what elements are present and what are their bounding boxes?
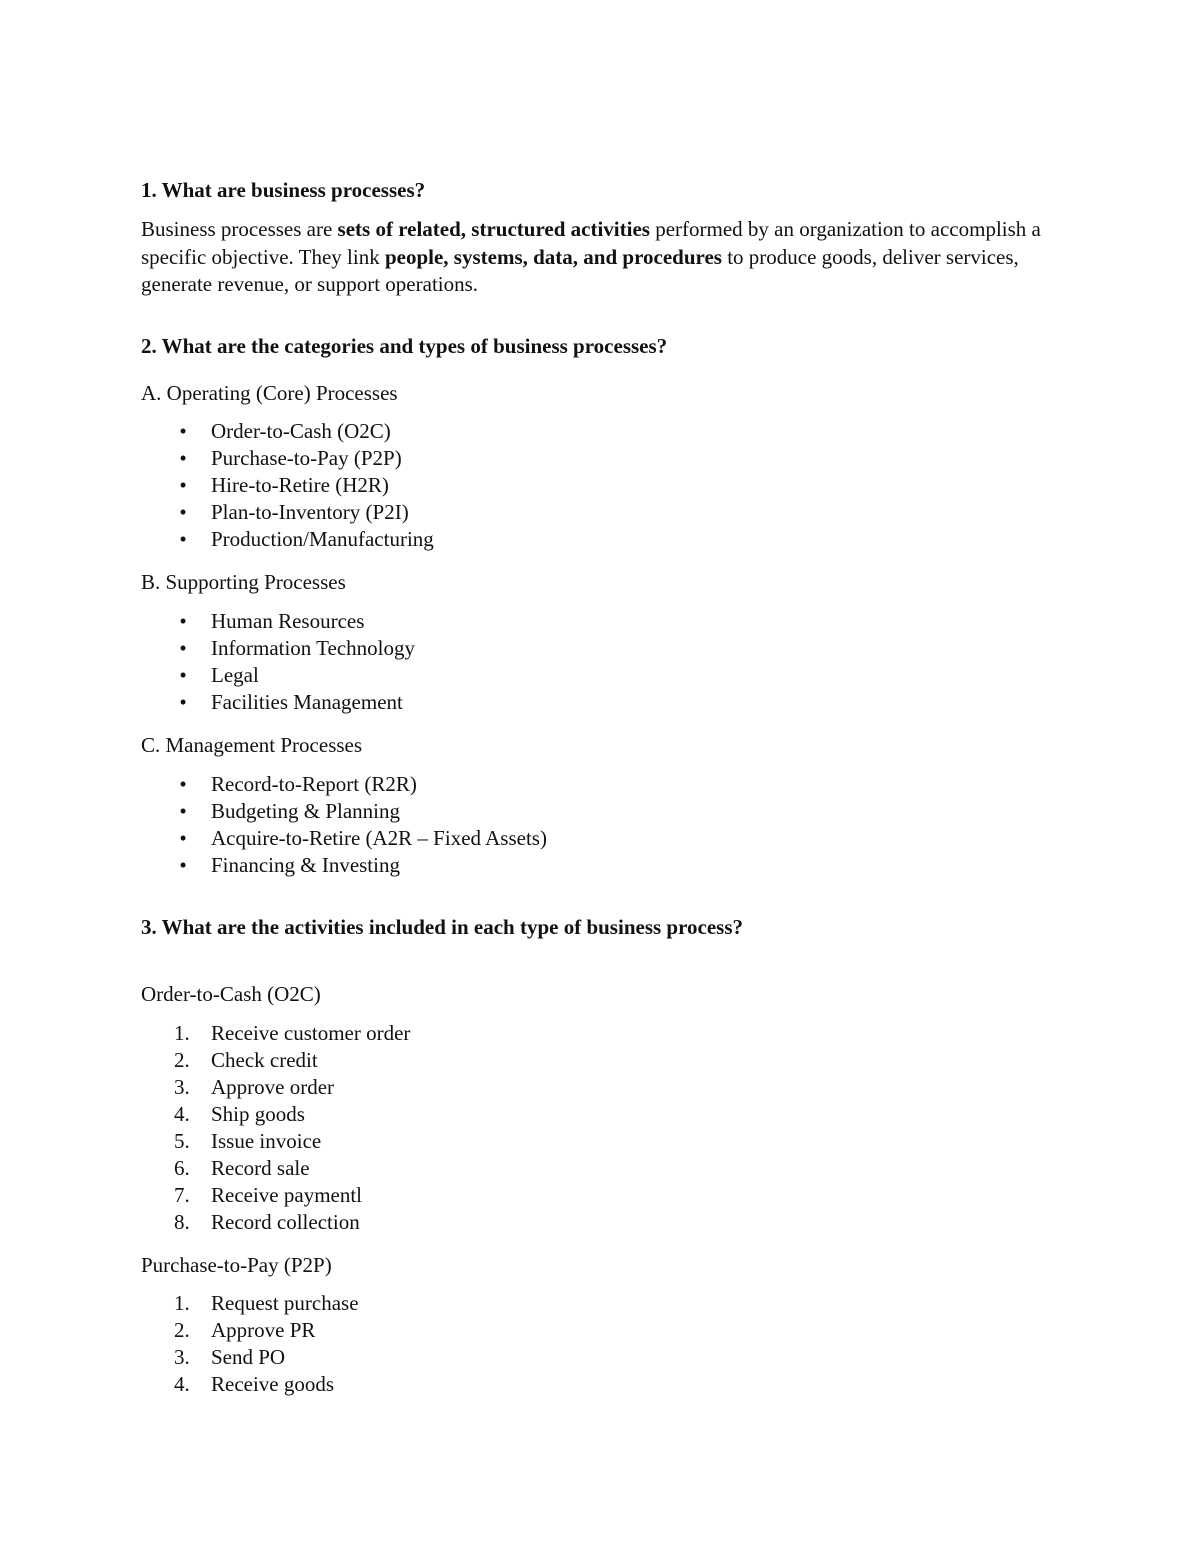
question-3-heading: 3. What are the activities included in each type of business process? (141, 915, 744, 939)
answer-text: performed by an organization to accomplish a specific objective. They link (141, 217, 1041, 269)
bullet-list-operating (141, 418, 434, 553)
list-item (141, 662, 415, 689)
list-number: 5. (174, 1129, 190, 1153)
list-item (141, 1074, 410, 1101)
list-item-text: Record-to-Report (R2R) (211, 772, 417, 796)
list-item-text: Acquire-to-Retire (A2R – Fixed Assets) (211, 826, 547, 850)
list-item (141, 445, 434, 472)
list-item-text: Order-to-Cash (O2C) (211, 419, 391, 443)
list-number: 4. (174, 1372, 190, 1396)
category-title-management: C. Management Processes (141, 733, 363, 757)
bullet-icon: • (179, 446, 187, 470)
bullet-icon: • (179, 799, 187, 823)
question-1-heading: 1. What are business processes? (141, 178, 426, 202)
bullet-icon: • (179, 500, 187, 524)
list-item-text: Check credit (211, 1048, 318, 1072)
list-item-text: Information Technology (211, 636, 416, 660)
list-item (141, 1128, 410, 1155)
list-item (141, 1317, 359, 1344)
list-item (141, 825, 547, 852)
category-title-supporting: B. Supporting Processes (141, 570, 346, 594)
bullet-list-management (141, 771, 547, 879)
list-item-text: Legal (211, 663, 259, 687)
list-number: 7. (174, 1183, 190, 1207)
list-item-text: Issue invoice (211, 1129, 322, 1153)
process-title-o2c: Order-to-Cash (O2C) (141, 982, 321, 1006)
list-item (141, 852, 547, 879)
list-number: 8. (174, 1210, 190, 1234)
bullet-icon: • (179, 609, 187, 633)
bullet-icon: • (179, 853, 187, 877)
list-item (141, 1209, 410, 1236)
list-item-text: Approve order (211, 1075, 335, 1099)
list-item-text: Human Resources (211, 609, 365, 633)
bullet-icon: • (179, 419, 187, 443)
process-title-p2p: Purchase-to-Pay (P2P) (141, 1253, 332, 1277)
list-item-text: Record collection (211, 1210, 360, 1234)
numbered-list-p2p (141, 1290, 359, 1398)
answer-text: to produce goods, deliver services, generate revenue, or support operations. (141, 244, 1019, 296)
list-item-text: Approve PR (211, 1318, 316, 1342)
category-title-operating: A. Operating (Core) Processes (141, 381, 398, 405)
list-item-text: Record sale (211, 1156, 310, 1180)
list-item (141, 689, 415, 716)
list-item (141, 526, 434, 553)
bullet-list-supporting (141, 608, 415, 716)
list-number: 1. (174, 1291, 190, 1315)
list-item-text: Financing & Investing (211, 853, 400, 877)
list-number: 4. (174, 1102, 190, 1126)
question-2-heading: 2. What are the categories and types of business processes? (141, 334, 668, 358)
list-item (141, 1290, 359, 1317)
bullet-icon: • (179, 690, 187, 714)
list-number: 6. (174, 1156, 190, 1180)
bullet-icon: • (179, 527, 187, 551)
list-item (141, 798, 547, 825)
list-item (141, 1101, 410, 1128)
list-item (141, 1020, 410, 1047)
list-item (141, 1371, 359, 1398)
bullet-icon: • (179, 636, 187, 660)
list-item (141, 1047, 410, 1074)
list-item (141, 1344, 359, 1371)
bullet-icon: • (179, 663, 187, 687)
list-item (141, 499, 434, 526)
list-number: 2. (174, 1048, 190, 1072)
list-number: 1. (174, 1021, 190, 1045)
list-number: 3. (174, 1345, 190, 1369)
list-item-text: Production/Manufacturing (211, 527, 434, 551)
numbered-list-o2c (141, 1020, 410, 1236)
list-item (141, 418, 434, 445)
list-item-text: Hire-to-Retire (H2R) (211, 473, 389, 497)
list-item-text: Plan-to-Inventory (P2I) (211, 500, 409, 524)
list-number: 3. (174, 1075, 190, 1099)
list-item-text: Request purchase (211, 1291, 359, 1315)
answer-bold-text: sets of related, structured activities (337, 217, 650, 241)
list-item-text: Purchase-to-Pay (P2P) (211, 446, 402, 470)
list-item (141, 472, 434, 499)
bullet-icon: • (179, 473, 187, 497)
list-item-text: Budgeting & Planning (211, 799, 400, 823)
list-item (141, 771, 547, 798)
list-item-text: Facilities Management (211, 690, 403, 714)
question-1-answer (141, 216, 1041, 299)
list-number: 2. (174, 1318, 190, 1342)
list-item-text: Send PO (211, 1345, 286, 1369)
list-item (141, 635, 415, 662)
list-item (141, 608, 415, 635)
bullet-icon: • (179, 826, 187, 850)
answer-bold-text: people, systems, data, and procedures (384, 244, 722, 269)
bullet-icon: • (179, 772, 187, 796)
list-item (141, 1182, 410, 1209)
list-item-text: Receive paymentl (211, 1183, 363, 1207)
list-item (141, 1155, 410, 1182)
list-item-text: Receive customer order (211, 1021, 411, 1045)
list-item-text: Receive goods (211, 1372, 335, 1396)
answer-text: Business processes are (141, 217, 338, 241)
list-item-text: Ship goods (211, 1102, 305, 1126)
